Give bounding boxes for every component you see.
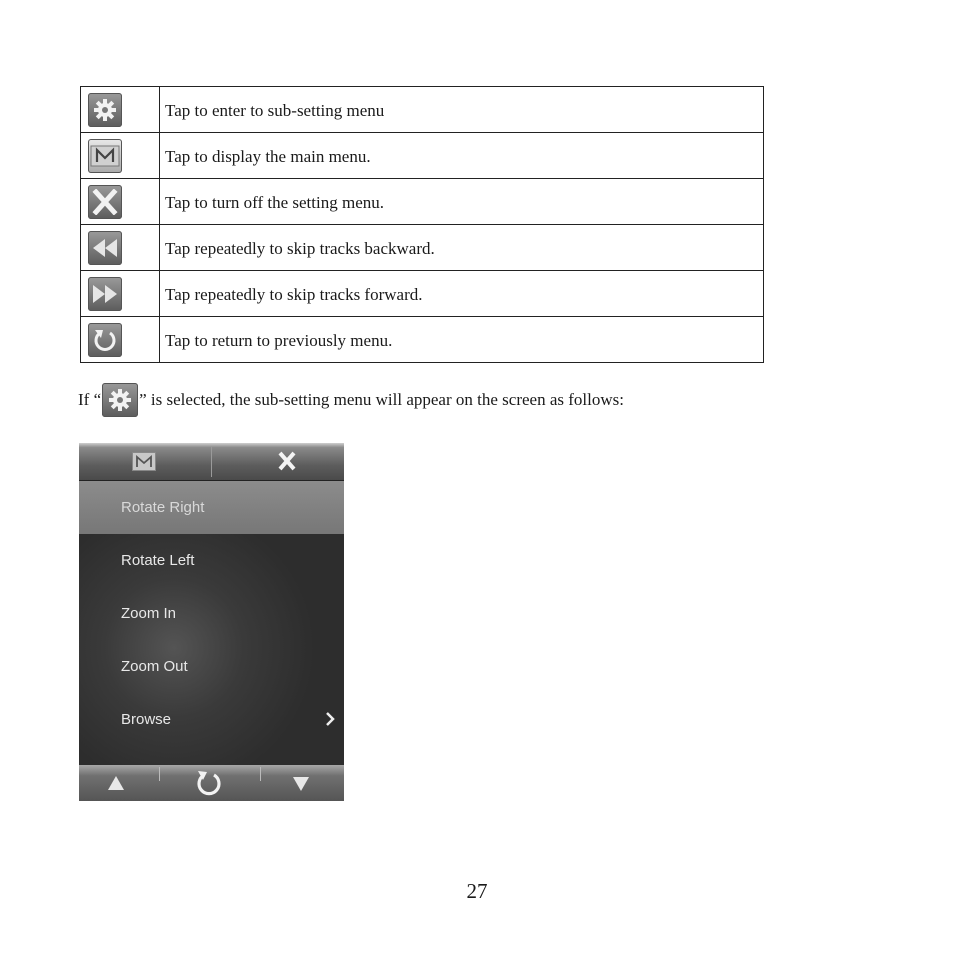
intro-sentence — [78, 383, 624, 417]
legend-text: Tap repeatedly to skip tracks backward. — [165, 238, 435, 258]
fast-forward-icon — [88, 277, 122, 311]
close-x-icon[interactable] — [276, 450, 298, 472]
legend-text: Tap to turn off the setting menu. — [165, 192, 384, 212]
icon-legend-table — [80, 86, 764, 363]
menu-item-browse[interactable] — [79, 693, 344, 746]
table-row — [81, 317, 764, 363]
sub-setting-menu — [79, 481, 344, 746]
footer-divider — [159, 767, 160, 781]
intro-text-after: ” is selected, the sub-setting menu will appear on the screen as follows: — [139, 390, 624, 409]
legend-text: Tap to display the main menu. — [165, 146, 371, 166]
menu-item-label: Rotate Right — [121, 499, 205, 516]
table-row — [81, 225, 764, 271]
device-screen-photo — [79, 443, 344, 801]
return-icon[interactable] — [194, 769, 224, 797]
menu-item-label: Browse — [121, 711, 172, 728]
menu-item-label: Rotate Left — [121, 552, 195, 569]
intro-text-before: If “ — [78, 390, 102, 409]
gear-icon — [102, 383, 138, 417]
return-icon — [88, 323, 122, 357]
header-divider — [211, 446, 212, 477]
close-x-icon — [88, 185, 122, 219]
device-header-bar — [79, 443, 344, 481]
menu-item-rotate-right[interactable] — [79, 481, 344, 534]
legend-text: Tap to return to previously menu. — [165, 330, 393, 350]
menu-item-label: Zoom In — [121, 605, 177, 622]
table-row — [81, 87, 764, 133]
footer-divider — [260, 767, 261, 781]
menu-item-zoom-out[interactable] — [79, 640, 344, 693]
down-arrow-icon[interactable] — [292, 776, 310, 792]
page-number: 27 — [466, 879, 488, 903]
table-row — [81, 271, 764, 317]
legend-text: Tap repeatedly to skip tracks forward. — [165, 284, 423, 304]
up-arrow-icon[interactable] — [107, 775, 125, 791]
menu-item-zoom-in[interactable] — [79, 587, 344, 640]
main-menu-m-icon[interactable] — [132, 452, 156, 471]
device-footer-bar — [79, 765, 344, 801]
gear-icon — [88, 93, 122, 127]
table-row — [81, 179, 764, 225]
legend-text: Tap to enter to sub-setting menu — [165, 100, 385, 120]
rewind-icon — [88, 231, 122, 265]
menu-item-rotate-left[interactable] — [79, 534, 344, 587]
menu-item-label: Zoom Out — [121, 658, 188, 675]
table-row — [81, 133, 764, 179]
main-menu-m-icon — [88, 139, 122, 173]
chevron-right-icon — [325, 711, 335, 727]
